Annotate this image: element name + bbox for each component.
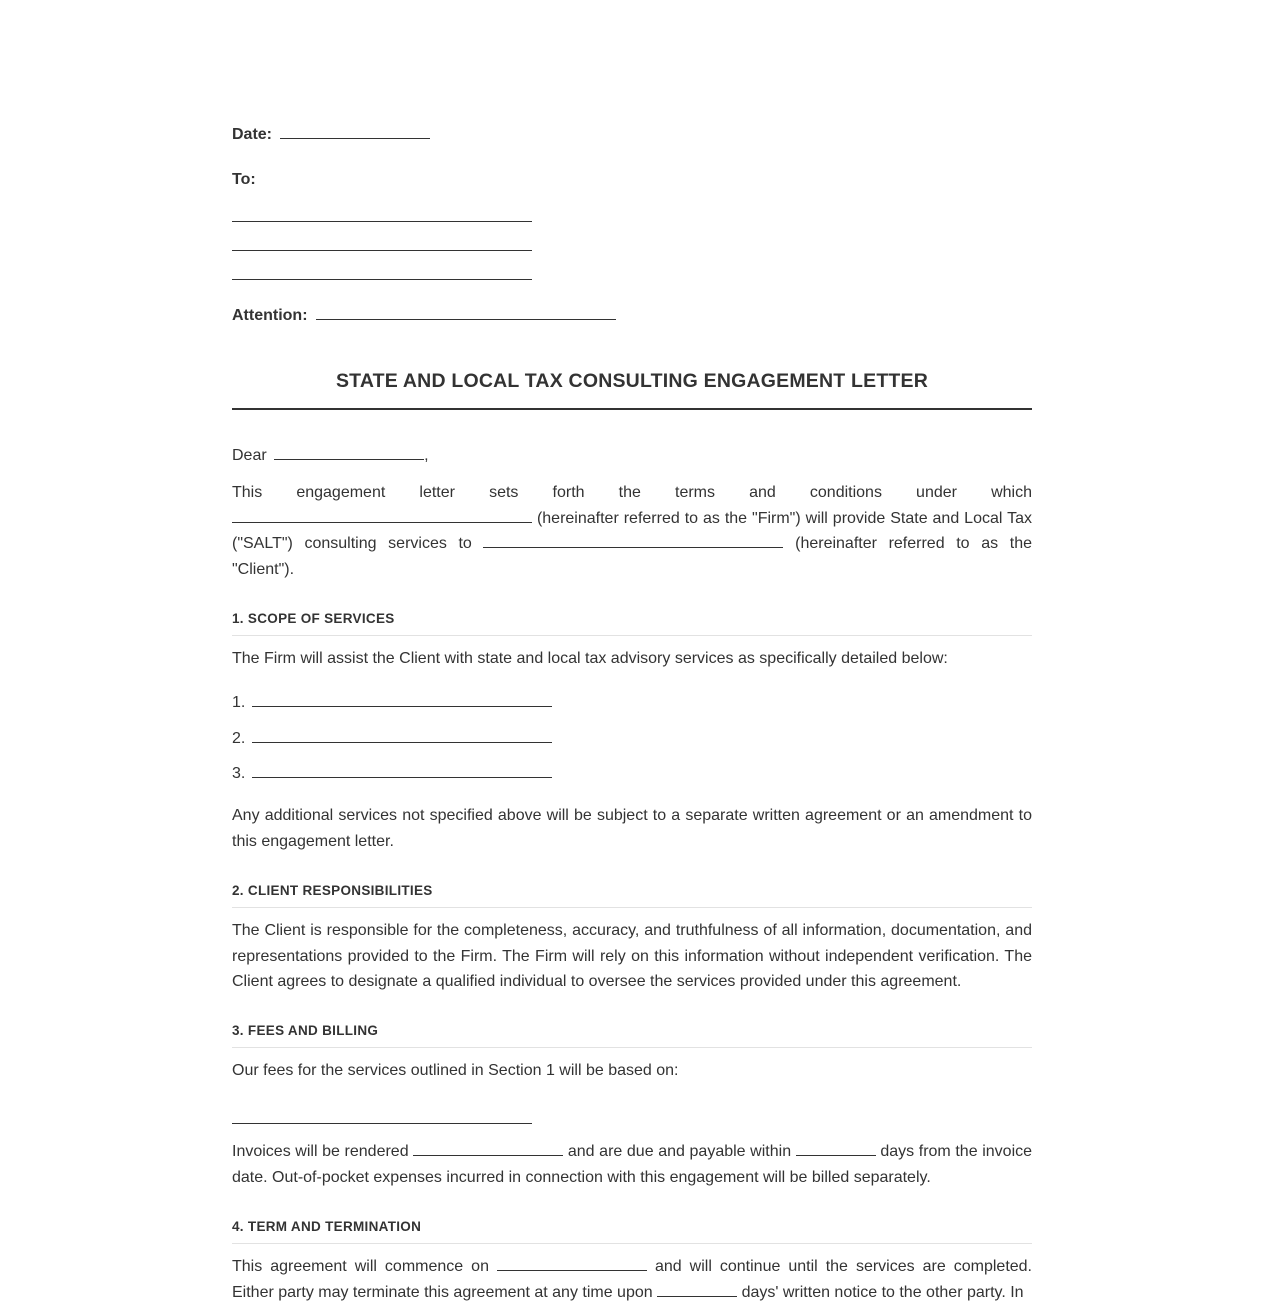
- commence-date-blank[interactable]: [497, 1254, 647, 1271]
- invoice-text-2: and are due and payable within: [567, 1143, 792, 1160]
- invoice-paragraph: [232, 1139, 1032, 1190]
- scope-item-2-blank[interactable]: [252, 726, 552, 743]
- scope-item-1: [232, 690, 552, 713]
- term-text-2: and will continue until the services are completed. Either party may terminate this agreement at any time upon: [232, 1258, 1033, 1301]
- notice-days-blank[interactable]: [657, 1280, 737, 1297]
- scope-item-1-blank[interactable]: [252, 690, 552, 707]
- section-1-text: The Firm will assist the Client with state and local tax advisory services as specifically detailed below:: [232, 650, 948, 667]
- document-title: STATE AND LOCAL TAX CONSULTING ENGAGEMENT LETTER: [335, 370, 929, 392]
- salutation-row: [232, 443, 429, 466]
- date-row: [232, 122, 430, 145]
- section-2-text: The Client is responsible for the completeness, accuracy, and truthfulness of all information, documentation, and representations provided to the Firm. The Firm will rely on this information without independent verification. The Client agrees to designate a qualified individual to oversee the services provided under this agreement.: [232, 922, 1032, 991]
- fee-basis-blank[interactable]: [232, 1123, 532, 1124]
- scope-item-number: 3.: [232, 765, 246, 782]
- address-line-3[interactable]: [232, 279, 532, 280]
- client-name-blank[interactable]: [483, 531, 783, 548]
- term-text-3: days' written notice to the other party. In: [741, 1283, 1024, 1301]
- scope-item-number: 2.: [232, 730, 246, 747]
- salutation-comma: ,: [424, 447, 429, 464]
- attention-blank[interactable]: [316, 303, 616, 320]
- scope-item-2: [232, 726, 552, 749]
- invoice-frequency-blank[interactable]: [413, 1139, 563, 1156]
- salutation-name-blank[interactable]: [274, 443, 424, 460]
- address-line-1[interactable]: [232, 221, 532, 222]
- to-label: To:: [232, 171, 256, 188]
- section-4-text: [232, 1254, 1032, 1305]
- address-line-2[interactable]: [232, 250, 532, 251]
- attention-label: Attention:: [232, 307, 308, 324]
- section-2-heading: 2. CLIENT RESPONSIBILITIES: [232, 883, 1032, 908]
- salutation-text: Dear: [232, 447, 267, 464]
- intro-paragraph: [232, 480, 1032, 582]
- invoice-text-3: days from the invoice date. Out-of-pocket expenses incurred in connection with this engagement will be billed separately.: [232, 1143, 1033, 1186]
- scope-item-number: 1.: [232, 694, 246, 711]
- scope-item-3: [232, 761, 552, 784]
- date-label: Date:: [232, 126, 273, 143]
- section-1-heading: 1. SCOPE OF SERVICES: [232, 611, 1032, 636]
- attention-row: [232, 303, 616, 326]
- term-text-1: This agreement will commence on: [232, 1258, 489, 1275]
- payment-days-blank[interactable]: [796, 1139, 876, 1156]
- to-row: [232, 170, 256, 190]
- invoice-text-1: Invoices will be rendered: [232, 1143, 409, 1160]
- title-divider: [232, 408, 1032, 410]
- date-blank[interactable]: [280, 122, 430, 139]
- intro-text-1: This engagement letter sets forth the terms and conditions under which: [232, 484, 1032, 501]
- section-1-additional: Any additional services not specified above will be subject to a separate written agreement or an amendment to this engagement letter.: [232, 807, 1032, 850]
- scope-item-3-blank[interactable]: [252, 761, 552, 778]
- section-4-heading: 4. TERM AND TERMINATION: [232, 1219, 1032, 1244]
- section-3-text: Our fees for the services outlined in Section 1 will be based on:: [232, 1062, 679, 1079]
- intro-text-2: (hereinafter referred to as the "Firm") will provide State and Local Tax ("SALT") consulting services to: [232, 509, 1032, 553]
- section-3-heading: 3. FEES AND BILLING: [232, 1023, 1032, 1048]
- intro-text-3: (hereinafter referred to as the "Client").: [232, 535, 1032, 578]
- firm-name-blank[interactable]: [232, 506, 532, 523]
